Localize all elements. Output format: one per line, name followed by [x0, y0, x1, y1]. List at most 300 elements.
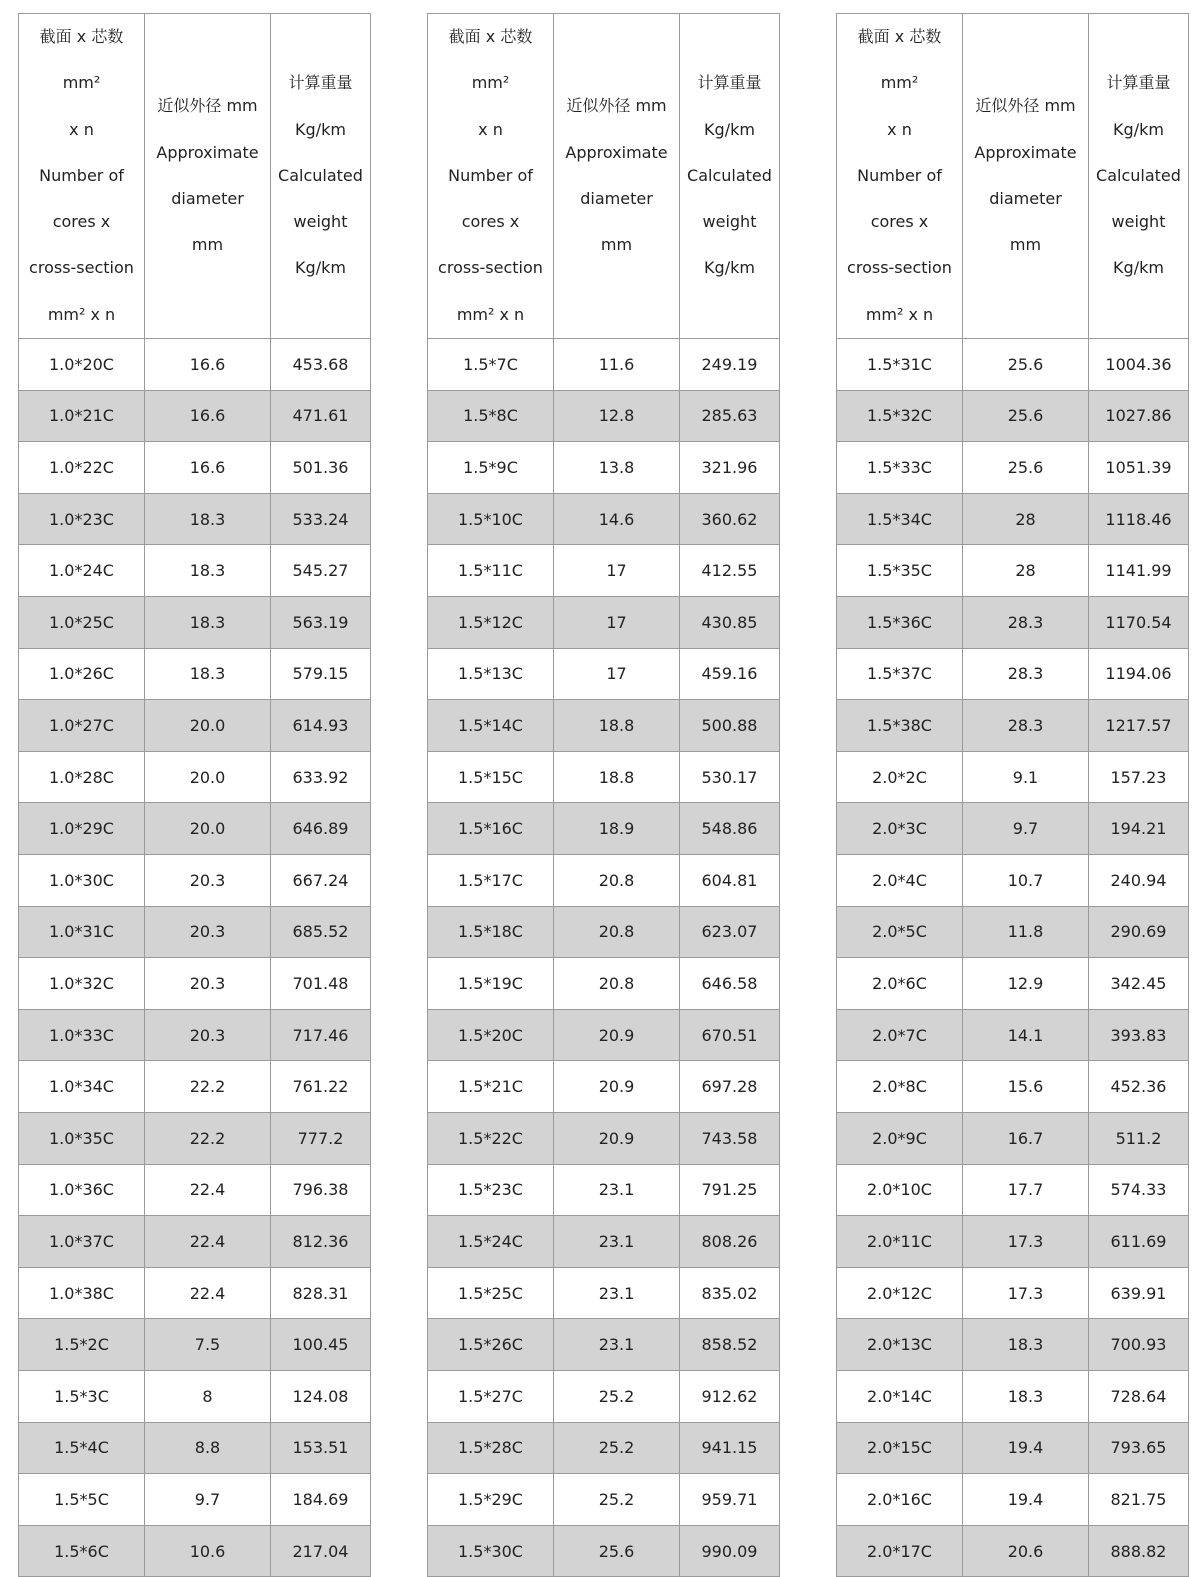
table-row [428, 751, 780, 803]
cell-weight: 1141.99 [1089, 545, 1189, 597]
header-row [19, 14, 371, 339]
cell-diameter: 8.8 [145, 1422, 271, 1474]
header-line: cross-section [438, 258, 543, 278]
table-row [428, 855, 780, 907]
header-weight [680, 14, 780, 339]
header-weight [1089, 14, 1189, 339]
header-line: Number of [39, 165, 124, 185]
cell-cross-section: 1.5*11C [428, 545, 554, 597]
cell-weight: 412.55 [680, 545, 780, 597]
cell-diameter: 20.0 [145, 803, 271, 855]
header-line: 计算重量 [697, 73, 762, 93]
table-row [19, 442, 371, 494]
table-row [428, 906, 780, 958]
cell-diameter: 22.4 [145, 1164, 271, 1216]
cell-diameter: 9.1 [963, 751, 1089, 803]
cell-weight: 124.08 [271, 1370, 371, 1422]
cell-weight: 633.92 [271, 751, 371, 803]
cell-cross-section: 1.5*12C [428, 597, 554, 649]
table-row [19, 700, 371, 752]
cell-diameter: 25.6 [963, 339, 1089, 391]
table-row [837, 751, 1189, 803]
table-row [837, 700, 1189, 752]
cell-weight: 511.2 [1089, 1112, 1189, 1164]
header-line: Kg/km [704, 119, 755, 139]
table-row [428, 1267, 780, 1319]
cell-diameter: 20.3 [145, 906, 271, 958]
cell-weight: 604.81 [680, 855, 780, 907]
cell-cross-section: 1.0*32C [19, 958, 145, 1010]
cell-weight: 777.2 [271, 1112, 371, 1164]
header-line: 近似外径 mm [157, 96, 258, 116]
table-row [19, 390, 371, 442]
cell-weight: 548.86 [680, 803, 780, 855]
cell-diameter: 22.2 [145, 1061, 271, 1113]
cell-weight: 471.61 [271, 390, 371, 442]
cell-cross-section: 2.0*2C [837, 751, 963, 803]
cell-cross-section: 1.5*4C [19, 1422, 145, 1474]
cell-cross-section: 1.0*22C [19, 442, 145, 494]
cell-cross-section: 2.0*10C [837, 1164, 963, 1216]
cell-cross-section: 1.5*25C [428, 1267, 554, 1319]
cell-weight: 728.64 [1089, 1370, 1189, 1422]
cell-diameter: 14.6 [554, 493, 680, 545]
cell-weight: 342.45 [1089, 958, 1189, 1010]
table-row [837, 1319, 1189, 1371]
cell-cross-section: 1.5*8C [428, 390, 554, 442]
table-row [428, 493, 780, 545]
cell-weight: 796.38 [271, 1164, 371, 1216]
cell-weight: 1170.54 [1089, 597, 1189, 649]
cell-diameter: 20.3 [145, 855, 271, 907]
table-row [837, 1112, 1189, 1164]
cell-cross-section: 1.5*21C [428, 1061, 554, 1113]
cell-cross-section: 1.0*23C [19, 493, 145, 545]
table-row [19, 1267, 371, 1319]
cell-weight: 639.91 [1089, 1267, 1189, 1319]
cell-diameter: 16.6 [145, 390, 271, 442]
table-row [19, 855, 371, 907]
header-line: x n [478, 119, 503, 139]
header-line: 截面 x 芯数 mm² [448, 27, 533, 93]
table-row [428, 648, 780, 700]
cell-cross-section: 1.5*38C [837, 700, 963, 752]
cell-weight: 533.24 [271, 493, 371, 545]
cell-cross-section: 1.5*16C [428, 803, 554, 855]
cell-weight: 990.09 [680, 1525, 780, 1577]
cell-cross-section: 1.5*32C [837, 390, 963, 442]
table-row [837, 803, 1189, 855]
cell-cross-section: 1.5*5C [19, 1474, 145, 1526]
header-diameter [963, 14, 1089, 339]
cell-diameter: 17 [554, 648, 680, 700]
table-row [19, 1009, 371, 1061]
header-cross-section [19, 14, 145, 339]
cell-cross-section: 1.0*21C [19, 390, 145, 442]
table-row [837, 339, 1189, 391]
table-row [428, 390, 780, 442]
cell-cross-section: 1.5*31C [837, 339, 963, 391]
cell-weight: 453.68 [271, 339, 371, 391]
header-line: 近似外径 mm [566, 96, 667, 116]
cell-diameter: 20.0 [145, 751, 271, 803]
header-line: Approximate [156, 142, 259, 162]
cell-weight: 393.83 [1089, 1009, 1189, 1061]
table-row [19, 493, 371, 545]
header-line: weight [293, 212, 348, 232]
cell-weight: 360.62 [680, 493, 780, 545]
cell-diameter: 17 [554, 597, 680, 649]
header-line: cross-section [847, 258, 952, 278]
table-row [19, 1112, 371, 1164]
header-line: Approximate [974, 142, 1077, 162]
cell-cross-section: 1.5*36C [837, 597, 963, 649]
header-line: diameter [171, 189, 244, 209]
header-line: Number of [857, 165, 942, 185]
cell-diameter: 22.4 [145, 1267, 271, 1319]
cell-diameter: 17 [554, 545, 680, 597]
cell-weight: 670.51 [680, 1009, 780, 1061]
cell-cross-section: 2.0*17C [837, 1525, 963, 1577]
table-row [837, 597, 1189, 649]
cell-weight: 743.58 [680, 1112, 780, 1164]
cell-weight: 828.31 [271, 1267, 371, 1319]
cell-diameter: 20.6 [963, 1525, 1089, 1577]
header-line: Number of [448, 165, 533, 185]
table-row [837, 1525, 1189, 1577]
cell-weight: 821.75 [1089, 1474, 1189, 1526]
cell-cross-section: 2.0*3C [837, 803, 963, 855]
header-line: 截面 x 芯数 mm² [857, 27, 942, 93]
cell-cross-section: 1.5*28C [428, 1422, 554, 1474]
table-row [428, 1061, 780, 1113]
cell-diameter: 18.3 [145, 648, 271, 700]
cell-cross-section: 1.5*23C [428, 1164, 554, 1216]
table-row [428, 1422, 780, 1474]
cell-weight: 1217.57 [1089, 700, 1189, 752]
table-row [837, 906, 1189, 958]
cell-weight: 1118.46 [1089, 493, 1189, 545]
cell-diameter: 22.4 [145, 1216, 271, 1268]
cell-diameter: 20.9 [554, 1112, 680, 1164]
cell-cross-section: 1.5*27C [428, 1370, 554, 1422]
cell-cross-section: 1.5*18C [428, 906, 554, 958]
cell-weight: 808.26 [680, 1216, 780, 1268]
cell-cross-section: 1.5*20C [428, 1009, 554, 1061]
cell-diameter: 28 [963, 545, 1089, 597]
header-line: Kg/km [704, 258, 755, 278]
table-row [19, 1061, 371, 1113]
header-line: Calculated [687, 165, 772, 185]
cell-weight: 194.21 [1089, 803, 1189, 855]
cable-table-1 [18, 13, 371, 1577]
header-diameter [145, 14, 271, 339]
cell-cross-section: 1.0*35C [19, 1112, 145, 1164]
cell-weight: 100.45 [271, 1319, 371, 1371]
cell-diameter: 9.7 [963, 803, 1089, 855]
header-line: 计算重量 [288, 73, 353, 93]
table-row [19, 1422, 371, 1474]
cell-diameter: 23.1 [554, 1164, 680, 1216]
table-row [19, 648, 371, 700]
header-line: Approximate [565, 142, 668, 162]
table-row [837, 1267, 1189, 1319]
cell-diameter: 20.3 [145, 958, 271, 1010]
table-row [428, 803, 780, 855]
table-row [837, 442, 1189, 494]
cell-weight: 812.36 [271, 1216, 371, 1268]
cell-cross-section: 1.5*10C [428, 493, 554, 545]
cell-weight: 667.24 [271, 855, 371, 907]
cell-weight: 717.46 [271, 1009, 371, 1061]
cell-diameter: 17.7 [963, 1164, 1089, 1216]
cell-diameter: 18.8 [554, 751, 680, 803]
cell-weight: 793.65 [1089, 1422, 1189, 1474]
cell-weight: 1027.86 [1089, 390, 1189, 442]
header-line: weight [702, 212, 757, 232]
cell-diameter: 20.8 [554, 855, 680, 907]
header-line: 计算重量 [1106, 73, 1171, 93]
cell-cross-section: 1.0*28C [19, 751, 145, 803]
header-line: cross-section [29, 258, 134, 278]
cell-weight: 858.52 [680, 1319, 780, 1371]
cell-cross-section: 1.5*35C [837, 545, 963, 597]
cell-cross-section: 1.5*3C [19, 1370, 145, 1422]
header-line: mm² x n [865, 304, 934, 324]
table-row [428, 545, 780, 597]
cell-diameter: 22.2 [145, 1112, 271, 1164]
table-row [428, 1112, 780, 1164]
cell-diameter: 19.4 [963, 1474, 1089, 1526]
cell-diameter: 10.7 [963, 855, 1089, 907]
cell-weight: 545.27 [271, 545, 371, 597]
cell-cross-section: 1.5*37C [837, 648, 963, 700]
table-row [19, 597, 371, 649]
cell-diameter: 20.8 [554, 958, 680, 1010]
cell-diameter: 28.3 [963, 597, 1089, 649]
header-line: mm [1009, 235, 1042, 255]
cell-weight: 646.58 [680, 958, 780, 1010]
cell-cross-section: 1.0*33C [19, 1009, 145, 1061]
header-line: x n [887, 119, 912, 139]
header-line: cores x [870, 212, 929, 232]
header-row [837, 14, 1189, 339]
cell-diameter: 25.6 [963, 390, 1089, 442]
cell-cross-section: 2.0*7C [837, 1009, 963, 1061]
header-line: 截面 x 芯数 mm² [39, 27, 124, 93]
cell-cross-section: 2.0*14C [837, 1370, 963, 1422]
header-line: Kg/km [295, 258, 346, 278]
cell-cross-section: 2.0*12C [837, 1267, 963, 1319]
table-row [19, 1216, 371, 1268]
table-row [837, 390, 1189, 442]
cell-weight: 563.19 [271, 597, 371, 649]
cell-cross-section: 1.0*34C [19, 1061, 145, 1113]
cell-diameter: 23.1 [554, 1216, 680, 1268]
cell-weight: 249.19 [680, 339, 780, 391]
header-line: cores x [52, 212, 111, 232]
header-line: Kg/km [1113, 119, 1164, 139]
cell-cross-section: 1.0*31C [19, 906, 145, 958]
cable-table-3 [836, 13, 1189, 1577]
cell-diameter: 9.7 [145, 1474, 271, 1526]
cell-weight: 1194.06 [1089, 648, 1189, 700]
cell-cross-section: 1.5*26C [428, 1319, 554, 1371]
cell-diameter: 20.8 [554, 906, 680, 958]
header-cross-section [428, 14, 554, 339]
cell-weight: 611.69 [1089, 1216, 1189, 1268]
table-row [428, 1216, 780, 1268]
cell-diameter: 18.3 [145, 545, 271, 597]
table-row [19, 958, 371, 1010]
cell-cross-section: 1.5*19C [428, 958, 554, 1010]
table-row [19, 1319, 371, 1371]
cell-weight: 290.69 [1089, 906, 1189, 958]
cell-cross-section: 1.0*27C [19, 700, 145, 752]
header-row [428, 14, 780, 339]
table-row [19, 1474, 371, 1526]
header-line: Kg/km [1113, 258, 1164, 278]
table-row [428, 442, 780, 494]
header-line: diameter [580, 189, 653, 209]
cell-diameter: 25.6 [963, 442, 1089, 494]
cell-diameter: 11.6 [554, 339, 680, 391]
cell-weight: 835.02 [680, 1267, 780, 1319]
cell-diameter: 18.3 [145, 493, 271, 545]
cell-weight: 500.88 [680, 700, 780, 752]
table-row [428, 1319, 780, 1371]
cell-cross-section: 1.5*2C [19, 1319, 145, 1371]
header-line: diameter [989, 189, 1062, 209]
cell-diameter: 18.8 [554, 700, 680, 752]
header-weight [271, 14, 371, 339]
cell-diameter: 25.2 [554, 1370, 680, 1422]
cell-weight: 701.48 [271, 958, 371, 1010]
cell-weight: 240.94 [1089, 855, 1189, 907]
header-line: Calculated [1096, 165, 1181, 185]
cell-diameter: 23.1 [554, 1267, 680, 1319]
cell-weight: 430.85 [680, 597, 780, 649]
cell-cross-section: 1.5*14C [428, 700, 554, 752]
cell-cross-section: 2.0*15C [837, 1422, 963, 1474]
cell-diameter: 16.6 [145, 339, 271, 391]
cell-diameter: 25.6 [554, 1525, 680, 1577]
cell-diameter: 18.3 [145, 597, 271, 649]
cell-weight: 888.82 [1089, 1525, 1189, 1577]
cell-cross-section: 2.0*8C [837, 1061, 963, 1113]
cell-diameter: 18.3 [963, 1370, 1089, 1422]
table-row [837, 1370, 1189, 1422]
cell-cross-section: 2.0*13C [837, 1319, 963, 1371]
header-line: mm² x n [47, 304, 116, 324]
cell-diameter: 12.9 [963, 958, 1089, 1010]
cell-diameter: 28 [963, 493, 1089, 545]
cell-cross-section: 1.5*7C [428, 339, 554, 391]
table-row [428, 1474, 780, 1526]
cell-diameter: 16.7 [963, 1112, 1089, 1164]
cell-weight: 530.17 [680, 751, 780, 803]
cell-cross-section: 2.0*16C [837, 1474, 963, 1526]
header-line: weight [1111, 212, 1166, 232]
cell-diameter: 7.5 [145, 1319, 271, 1371]
table-row [19, 339, 371, 391]
cell-cross-section: 1.5*33C [837, 442, 963, 494]
cell-cross-section: 1.5*15C [428, 751, 554, 803]
cell-cross-section: 1.5*30C [428, 1525, 554, 1577]
cell-diameter: 23.1 [554, 1319, 680, 1371]
cell-diameter: 16.6 [145, 442, 271, 494]
header-line: mm [600, 235, 633, 255]
table-row [428, 1370, 780, 1422]
table-row [19, 803, 371, 855]
table-row [837, 1061, 1189, 1113]
cell-weight: 501.36 [271, 442, 371, 494]
table-row [837, 1164, 1189, 1216]
cell-cross-section: 1.0*25C [19, 597, 145, 649]
header-line: Calculated [278, 165, 363, 185]
cell-weight: 614.93 [271, 700, 371, 752]
cell-diameter: 8 [145, 1370, 271, 1422]
cell-diameter: 28.3 [963, 648, 1089, 700]
cell-cross-section: 2.0*6C [837, 958, 963, 1010]
cell-cross-section: 1.0*26C [19, 648, 145, 700]
header-line: x n [69, 119, 94, 139]
cell-diameter: 18.9 [554, 803, 680, 855]
cell-diameter: 20.0 [145, 700, 271, 752]
header-cross-section [837, 14, 963, 339]
table-row [837, 1009, 1189, 1061]
cell-weight: 217.04 [271, 1525, 371, 1577]
table-row [837, 1216, 1189, 1268]
header-diameter [554, 14, 680, 339]
table-row [428, 597, 780, 649]
cell-cross-section: 1.0*24C [19, 545, 145, 597]
cell-weight: 791.25 [680, 1164, 780, 1216]
cell-weight: 697.28 [680, 1061, 780, 1113]
cell-diameter: 20.9 [554, 1061, 680, 1113]
table-row [428, 1009, 780, 1061]
table-row [837, 648, 1189, 700]
cell-diameter: 28.3 [963, 700, 1089, 752]
table-row [428, 700, 780, 752]
cell-cross-section: 2.0*9C [837, 1112, 963, 1164]
table-row [837, 493, 1189, 545]
cell-diameter: 20.9 [554, 1009, 680, 1061]
cell-cross-section: 2.0*4C [837, 855, 963, 907]
table-row [428, 1164, 780, 1216]
cell-weight: 452.36 [1089, 1061, 1189, 1113]
cell-diameter: 14.1 [963, 1009, 1089, 1061]
cell-diameter: 10.6 [145, 1525, 271, 1577]
cell-weight: 700.93 [1089, 1319, 1189, 1371]
cell-cross-section: 1.5*22C [428, 1112, 554, 1164]
header-line: cores x [461, 212, 520, 232]
cell-cross-section: 1.5*17C [428, 855, 554, 907]
table-row [19, 1370, 371, 1422]
cell-weight: 646.89 [271, 803, 371, 855]
table-row [19, 1164, 371, 1216]
cell-diameter: 13.8 [554, 442, 680, 494]
cell-cross-section: 1.0*20C [19, 339, 145, 391]
cell-cross-section: 1.5*6C [19, 1525, 145, 1577]
cell-weight: 184.69 [271, 1474, 371, 1526]
table-row [837, 855, 1189, 907]
cell-weight: 153.51 [271, 1422, 371, 1474]
cell-diameter: 17.3 [963, 1267, 1089, 1319]
cell-cross-section: 2.0*5C [837, 906, 963, 958]
header-line: mm² x n [456, 304, 525, 324]
cell-diameter: 25.2 [554, 1422, 680, 1474]
